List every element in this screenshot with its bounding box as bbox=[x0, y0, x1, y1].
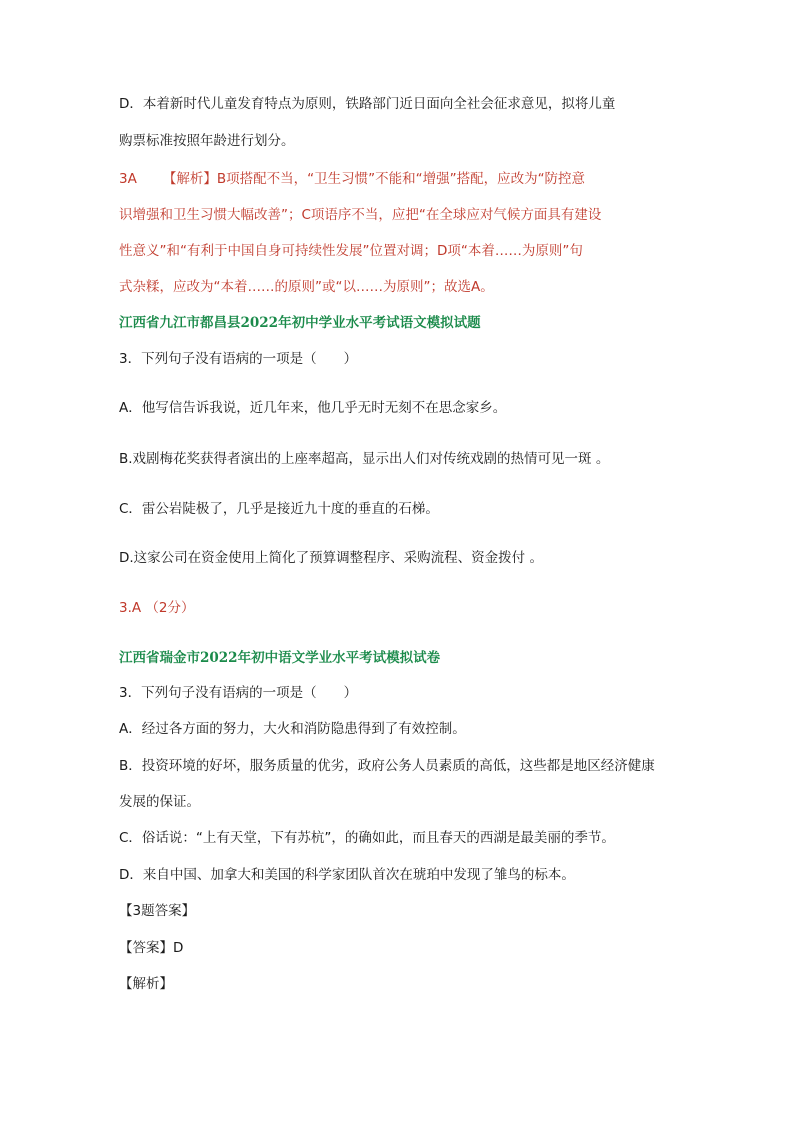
analysis-line-3: 性意义”和“有利于中国自身可持续性发展”位置对调；D项“本着……为原则”句 bbox=[119, 243, 583, 259]
option-d-line-1: D．本着新时代儿童发育特点为原则，铁路部门近日面向全社会征求意见，拟将儿童 bbox=[119, 96, 616, 112]
answer-ruijin: 【答案】D bbox=[119, 940, 184, 956]
analysis-text-1: B项搭配不当，“卫生习惯”不能和“增强”搭配，应改为“防控意 bbox=[216, 171, 586, 187]
analysis-line-1 bbox=[119, 169, 585, 189]
option-d-ruijin: D．来自中国、加拿大和美国的科学家团队首次在琥珀中发现了雏鸟的标本。 bbox=[119, 867, 575, 883]
option-b-ruijin-line-1: B．投资环境的好坏，服务质量的优劣，政府公务人员素质的高低，这些都是地区经济健康 bbox=[119, 758, 655, 774]
answer-duchang: 3.A （2分） bbox=[119, 600, 195, 616]
question-3-ruijin: 3．下列句子没有语病的一项是（ ） bbox=[119, 685, 358, 701]
option-b-ruijin-line-2: 发展的保证。 bbox=[119, 794, 200, 810]
analysis-ruijin: 【解析】 bbox=[119, 976, 173, 992]
analysis-line-2: 识增强和卫生习惯大幅改善”；C项语序不当，应把“在全球应对气候方面具有建设 bbox=[119, 207, 602, 223]
option-c-ruijin: C．俗话说：“上有天堂，下有苏杭”，的确如此，而且春天的西湖是最美丽的季节。 bbox=[119, 830, 615, 846]
option-d-duchang: D.这家公司在资金使用上简化了预算调整程序、采购流程、资金拨付 。 bbox=[119, 550, 543, 566]
analysis-line-4: 式杂糅，应改为“本着……的原则”或“以……为原则”；故选A。 bbox=[119, 279, 494, 295]
option-a-duchang: A．他写信告诉我说，近几年来，他几乎无时无刻不在思念家乡。 bbox=[119, 400, 507, 416]
option-c-duchang: C．雷公岩陡极了，几乎是接近九十度的垂直的石梯。 bbox=[119, 501, 439, 517]
question-3-duchang: 3．下列句子没有语病的一项是（ ） bbox=[119, 351, 358, 367]
option-a-ruijin: A．经过各方面的努力，大火和消防隐患得到了有效控制。 bbox=[119, 721, 466, 737]
analysis-tag: 【解析】 bbox=[162, 171, 217, 187]
answer-title-ruijin: 【3题答案】 bbox=[119, 903, 196, 919]
option-b-duchang: B.戏剧梅花奖获得者演出的上座率超高，显示出人们对传统戏剧的热情可见一斑 。 bbox=[119, 451, 610, 467]
option-d-line-2: 购票标准按照年龄进行划分。 bbox=[119, 133, 295, 149]
section-heading-ruijin: 江西省瑞金市2022年初中语文学业水平考试模拟试卷 bbox=[119, 650, 441, 666]
section-heading-duchang: 江西省九江市都昌县2022年初中学业水平考试语文模拟试题 bbox=[119, 315, 481, 331]
analysis-number: 3A bbox=[119, 171, 137, 187]
